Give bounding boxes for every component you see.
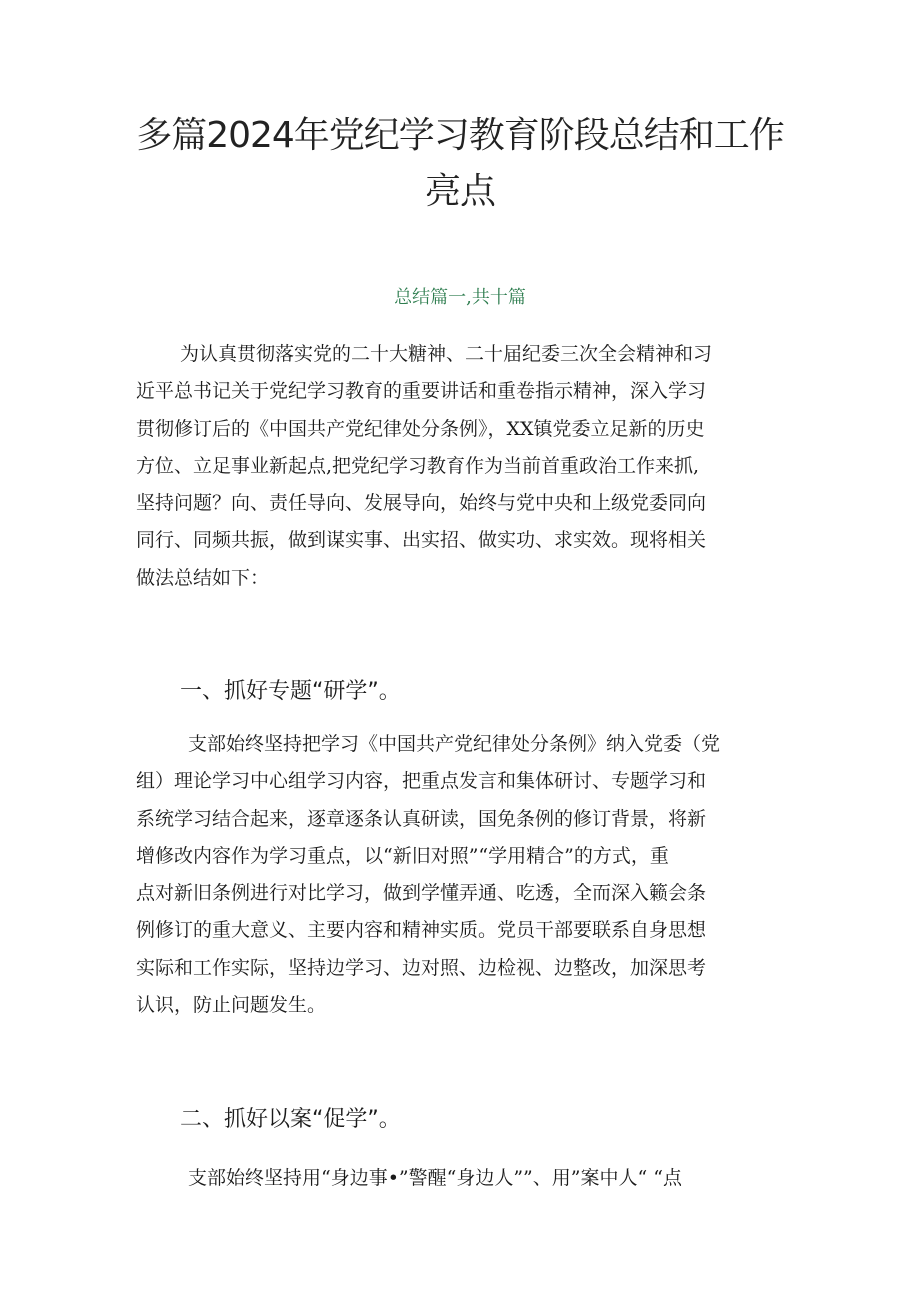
paragraph-line: 支部始终坚持用“身边事•”警醒“身边人””、用”案中人“ “点	[188, 1167, 682, 1189]
paragraph-line: 坚持问题？向、责任导向、发展导向，始终与党中央和上级党委同向	[136, 492, 707, 515]
paragraph-section-1	[136, 726, 798, 1024]
document-title	[120, 108, 800, 220]
paragraph-line: 实际和工作实际，坚持边学习、边对照、边检视、边整改，加深思考	[136, 956, 707, 979]
paragraph-line: 增修改内容作为学习重点，以“新旧对照”“学用精合”的方式，重	[136, 844, 669, 867]
paragraph-line: 例修订的重大意义、主要内容和精神实质。党员干部要联系自身思想	[136, 919, 707, 942]
paragraph-line: 系统学习结合起来，逐章逐条认真研读，国免条例的修订背景，将新	[136, 807, 707, 830]
title-line-1: 多篇2024年党纪学习教育阶段总结和工作	[136, 115, 784, 156]
paragraph-line: 组）理论学习中心组学习内容，把重点发言和集体研讨、专题学习和	[136, 770, 707, 793]
section-heading-2: 二、抓好以案“促学”。	[180, 1107, 401, 1132]
paragraph-section-2	[136, 1160, 798, 1197]
paragraph-intro	[136, 336, 798, 597]
paragraph-line: 支部始终坚持把学习《中国共产党纪律处分条例》纳入党委（党	[188, 733, 721, 755]
paragraph-line: 点对新旧条例进行对比学习，做到学懂弄通、吃透，全而深入籁会条	[136, 882, 707, 905]
paragraph-line: 近平总书记关于党纪学习教育的重要讲话和重卷指示精神，深入学习	[136, 380, 707, 403]
paragraph-line: 方位、立足事业新起点,把党纪学习教育作为当前首重政治工作来抓,	[136, 454, 700, 477]
paragraph-line: 贯彻修订后的《中国共产党纪律处分条例》，XX镇党委立足新的历史	[136, 417, 705, 440]
title-line-2: 亮点	[424, 171, 495, 212]
paragraph-line: 做法总结如下：	[136, 566, 270, 589]
section-heading-1: 一、抓好专题“研学”。	[180, 679, 401, 704]
paragraph-line: 认识，防止问题发生。	[136, 994, 327, 1017]
document-subtitle: 总结篇一,共十篇	[394, 287, 526, 308]
paragraph-line: 为认真贯彻落实党的二十大糖神、二十届纪委三次全会精神和习	[180, 343, 713, 365]
paragraph-line: 同行、同频共振，做到谋实事、出实招、做实功、求实效。现将相关	[136, 529, 707, 552]
